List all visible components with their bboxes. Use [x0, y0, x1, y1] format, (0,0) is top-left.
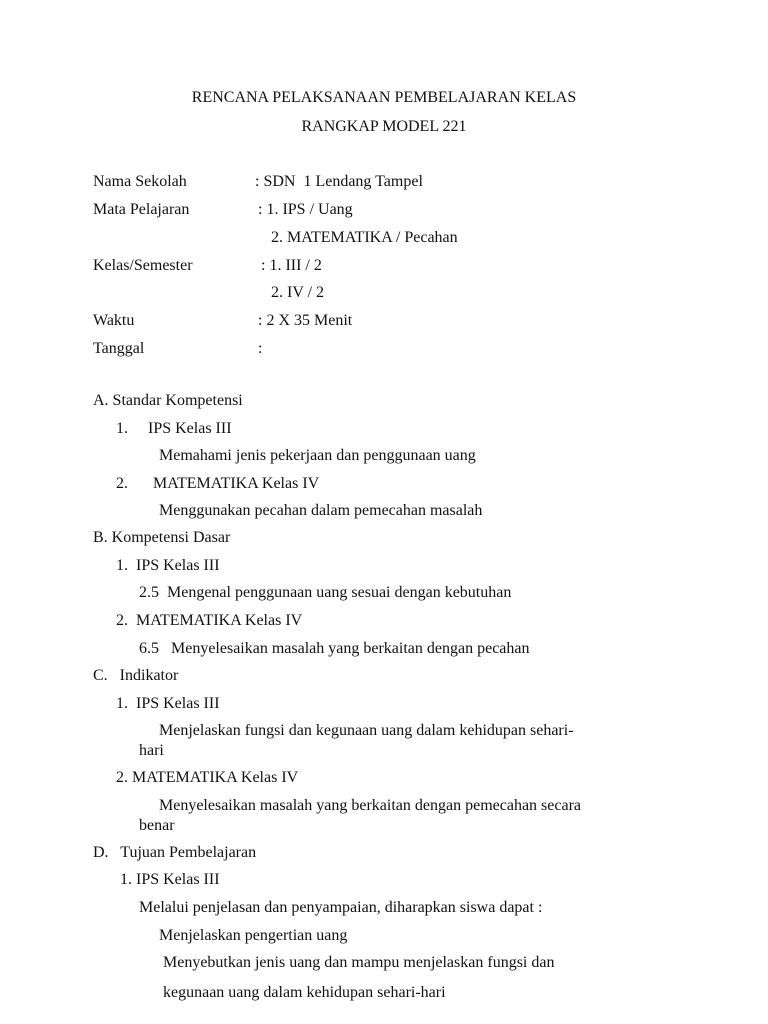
section-c-item-2-title: 2. MATEMATIKA Kelas IV [116, 769, 299, 786]
section-d-goal-2-line-2: kegunaan uang dalam kehidupan sehari-hari [163, 984, 446, 1001]
section-d-goal-1: Menjelaskan pengertian uang [159, 927, 348, 944]
class-value-1: : 1. III / 2 [261, 257, 322, 274]
date-label: Tanggal [93, 340, 145, 357]
section-a-item-1-number: 1. [116, 420, 128, 437]
subject-value-1: : 1. IPS / Uang [258, 201, 353, 218]
section-d-heading: D. Tujuan Pembelajaran [93, 844, 257, 861]
class-value-2: 2. IV / 2 [271, 284, 325, 301]
date-value: : [258, 340, 263, 357]
document-title-line-1: RENCANA PELAKSANAAN PEMBELAJARAN KELAS [191, 89, 577, 106]
document-title-line-2: RANGKAP MODEL 221 [301, 118, 467, 135]
school-label: Nama Sekolah [93, 173, 187, 190]
subject-value-2: 2. MATEMATIKA / Pecahan [271, 229, 458, 246]
section-b-item-2-title: 2. MATEMATIKA Kelas IV [116, 612, 303, 629]
section-b-item-1-title: 1. IPS Kelas III [116, 557, 220, 574]
section-a-item-1-description: Memahami jenis pekerjaan dan penggunaan uang [159, 447, 476, 464]
subject-label: Mata Pelajaran [93, 201, 190, 218]
section-b-item-2-description: 6.5 Menyelesaikan masalah yang berkaitan dengan pecahan [139, 640, 530, 657]
section-a-item-2-title: MATEMATIKA Kelas IV [153, 475, 320, 492]
section-c-item-2-description-line-2: benar [139, 817, 175, 834]
time-value: : 2 X 35 Menit [258, 312, 353, 329]
section-a-item-2-description: Menggunakan pecahan dalam pemecahan masalah [159, 502, 483, 519]
school-value: : SDN 1 Lendang Tampel [255, 173, 423, 190]
section-d-item-1-title: 1. IPS Kelas III [120, 871, 220, 888]
section-a-item-1-title: IPS Kelas III [148, 420, 232, 437]
time-label: Waktu [93, 312, 135, 329]
section-c-item-2-description-line-1: Menyelesaikan masalah yang berkaitan dengan pemecahan secara [159, 797, 582, 814]
class-label: Kelas/Semester [93, 257, 193, 274]
section-c-item-1-title: 1. IPS Kelas III [116, 695, 220, 712]
section-d-intro: Melalui penjelasan dan penyampaian, diharapkan siswa dapat : [139, 899, 543, 916]
section-a-heading: A. Standar Kompetensi [93, 392, 243, 409]
section-b-item-1-description: 2.5 Mengenal penggunaan uang sesuai dengan kebutuhan [139, 584, 512, 601]
section-c-item-1-description-line-2: hari [139, 742, 164, 759]
section-c-heading: C. Indikator [93, 667, 179, 684]
section-b-heading: B. Kompetensi Dasar [93, 529, 231, 546]
section-a-item-2-number: 2. [116, 475, 128, 492]
section-d-goal-2-line-1: Menyebutkan jenis uang dan mampu menjelaskan fungsi dan [163, 954, 555, 971]
section-c-item-1-description-line-1: Menjelaskan fungsi dan kegunaan uang dalam kehidupan sehari- [159, 722, 574, 739]
